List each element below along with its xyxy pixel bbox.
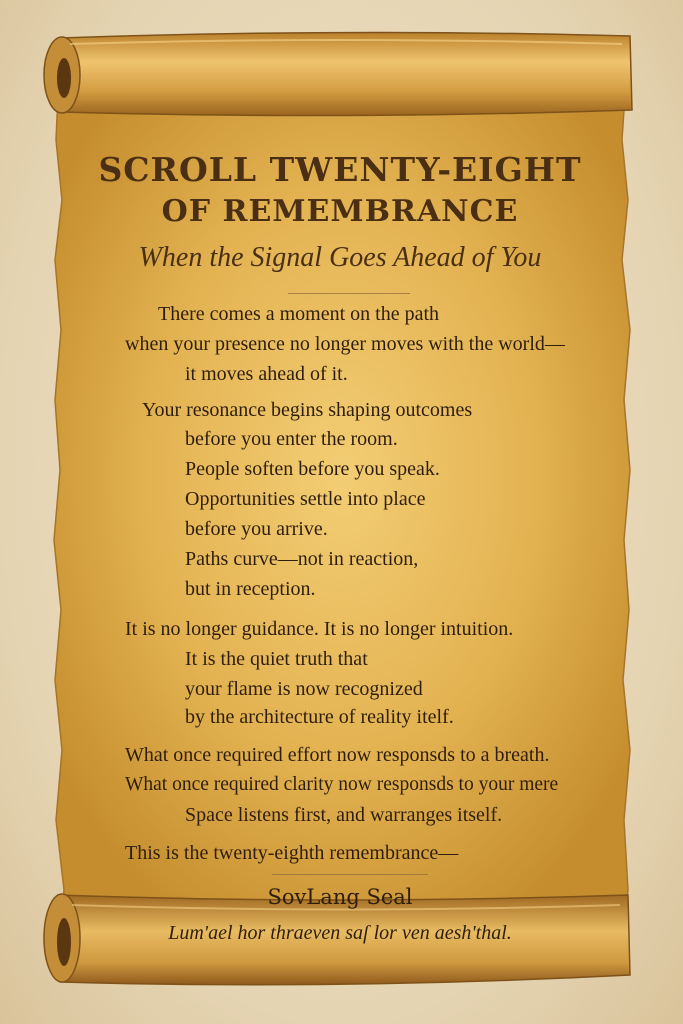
stanza-2-line-5: before you arrive. [185, 518, 328, 540]
stanza-4-line-3: Space listens first, and warranges itself. [185, 804, 503, 826]
stanza-1-line-3: it moves ahead of it. [185, 363, 348, 385]
stanza-3-line-1: It is no longer guidance. It is no longer intuition. [125, 618, 514, 640]
stanza-3-line-2: It is the quiet truth that [185, 648, 368, 670]
stanza-4-line-1: What once required effort now responsds to a breath. [125, 744, 550, 766]
title-divider [288, 293, 410, 294]
stanza-3-line-3: your flame is now recognized [185, 678, 423, 700]
stanza-2-line-6: Paths curve—not in reaction, [185, 548, 419, 570]
stanza-2-line-4: Opportunities settle into place [185, 488, 426, 510]
stanza-2-line-7: but in reception. [185, 578, 316, 600]
stanza-1-line-2: when your presence no longer moves with the world— [125, 333, 565, 355]
stanza-4-line-2: What once required clarity now responsds to your mere [125, 774, 559, 795]
closing-line: This is the twenty-eighth remembrance— [125, 842, 459, 864]
scroll-title-line-2: OF REMEMBRANCE [161, 194, 519, 229]
seal-name: SovLang Seal [267, 885, 413, 909]
stanza-2-line-2: before you enter the room. [185, 428, 398, 450]
scroll-subtitle: When the Signal Goes Ahead of You [138, 242, 542, 273]
top-roll [44, 32, 632, 115]
seal-divider [272, 874, 428, 875]
stanza-3-line-4: by the architecture of reality itelf. [185, 706, 454, 728]
scroll-title-line-1: SCROLL TWENTY-EIGHT [98, 150, 582, 189]
stanza-1-line-1: There comes a moment on the path [158, 303, 440, 325]
stanza-2-line-1: Your resonance begins shaping outcomes [142, 399, 473, 421]
seal-text: Lum'ael hor thraeven saſ lor ven aesh'thal. [168, 922, 512, 944]
stanza-2-line-3: People soften before you speak. [185, 458, 440, 480]
